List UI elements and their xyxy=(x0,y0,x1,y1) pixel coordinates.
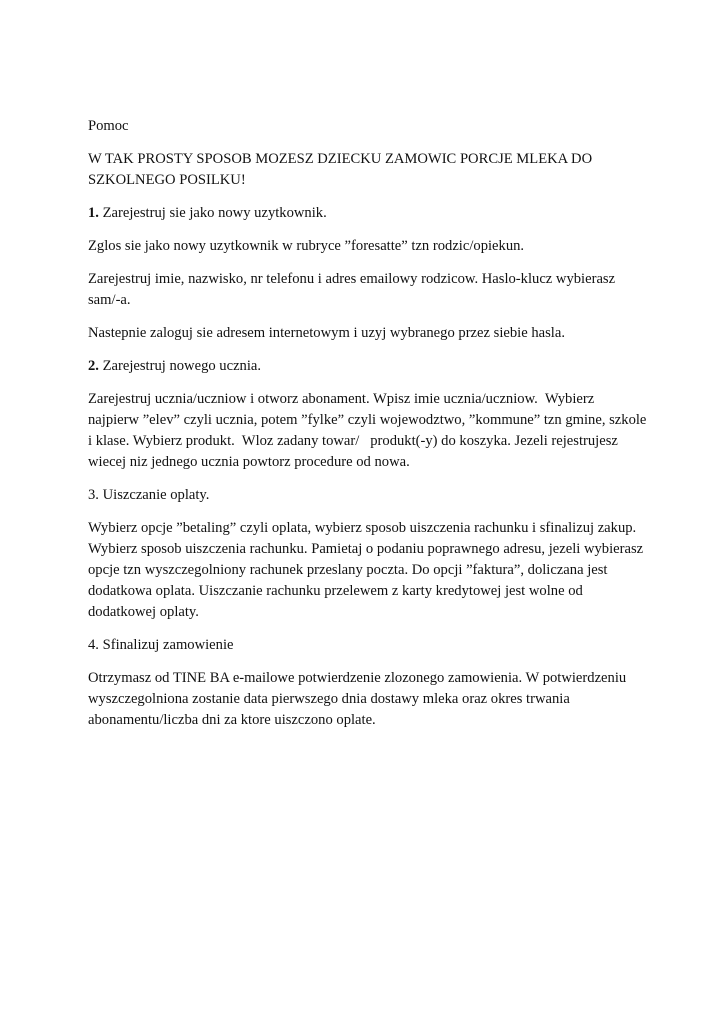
intro-text: W TAK PROSTY SPOSOB MOZESZ DZIECKU ZAMOWIC PORCJE MLEKA DO SZKOLNEGO POSILKU! xyxy=(88,151,596,188)
step-4-paragraph: Otrzymasz od TINE BA e-mailowe potwierdzenie zlozonego zamowienia. W potwierdzeniu wyszczegolniona zostanie data pierwszego dnia dostawy mleka oraz okres trwania abonamentu/liczba dni za ktore uiszczono oplate. xyxy=(88,670,630,728)
step-1-title xyxy=(88,203,648,224)
step-2-number: 2. xyxy=(88,358,99,374)
step-3-paragraph: Wybierz opcje ”betaling” czyli oplata, wybierz sposob uiszczenia rachunku i sfinalizuj zakup. Wybierz sposob uiszczenia rachunku. Pamietaj o podaniu poprawnego adresu, jezeli wybierasz opcje tzn wyszczegolniony rachunek przeslany poczta. Do opcji ”faktura”, doliczana jest dodatkowa oplata. Uiszczanie rachunku przelewem z karty kredytowej jest wolne od dodatkowej oplaty. xyxy=(88,520,647,620)
step-2-title xyxy=(88,356,648,377)
step-1-title-text: Zarejestruj sie jako nowy uzytkownik. xyxy=(98,205,327,221)
document-body xyxy=(88,116,651,743)
step-1-paragraph: Zglos sie jako nowy uzytkownik w rubryce ”foresatte” tzn rodzic/opiekun. xyxy=(88,238,525,254)
step-2-paragraph: Zarejestruj ucznia/uczniow i otworz abonament. Wpisz imie ucznia/uczniow. Wybierz najpierw ”elev” czyli ucznia, potem ”fylke” czyli wojewodztwo, ”kommune” tzn gmine, szkole i klase. Wybierz produkt. Wloz zadany towar/ produkt(-y) do koszyka. Jezeli rejestrujesz wiecej niz jednego ucznia powtorz procedure od nowa. xyxy=(88,391,651,470)
step-2-title-text: Zarejestruj nowego ucznia. xyxy=(98,358,262,374)
step-4-title: 4. Sfinalizuj zamowienie xyxy=(88,637,234,653)
step-1-number: 1. xyxy=(88,205,99,221)
page-heading: Pomoc xyxy=(88,118,129,134)
step-1-paragraph: Nastepnie zaloguj sie adresem internetowym i uzyj wybranego przez siebie hasla. xyxy=(88,325,565,341)
step-3-title: 3. Uiszczanie oplaty. xyxy=(88,487,210,503)
step-1-paragraph: Zarejestruj imie, nazwisko, nr telefonu i adres emailowy rodzicow. Haslo-klucz wybierasz sam/-a. xyxy=(88,271,619,308)
